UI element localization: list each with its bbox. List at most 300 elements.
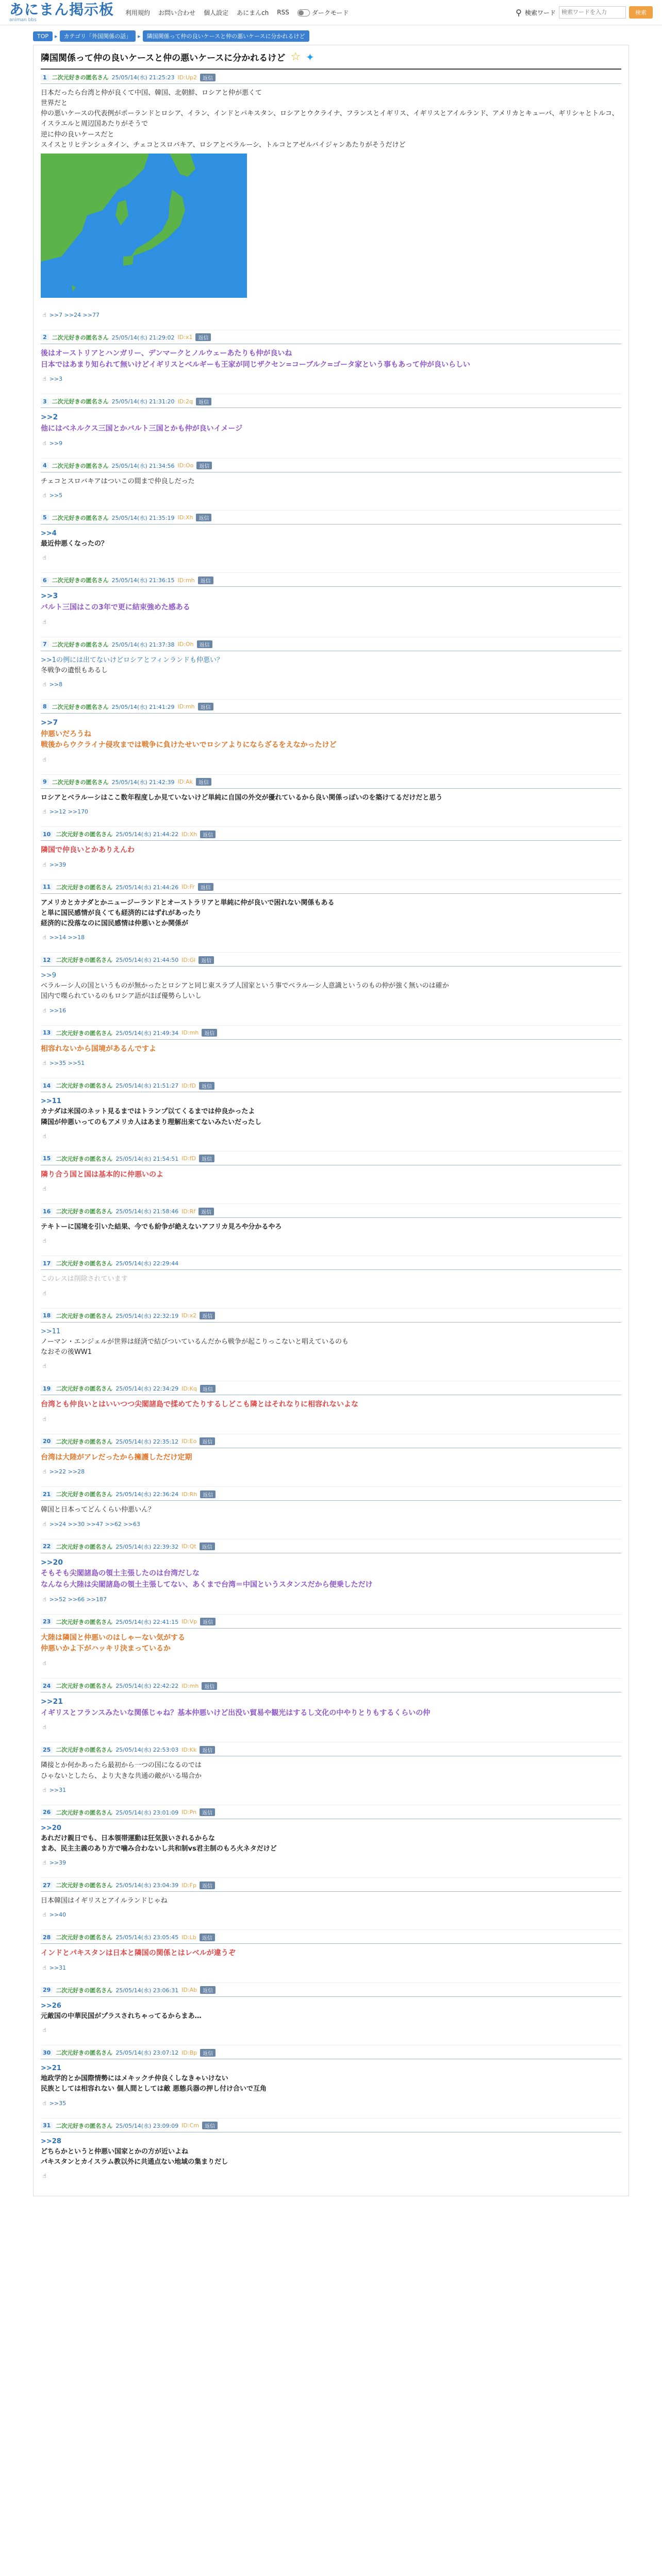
reply-button[interactable]: 返信 (196, 778, 211, 786)
nav-rss[interactable]: RSS (277, 9, 289, 16)
thread-post (41, 70, 621, 330)
reply-links[interactable]: >>7 >>24 >>77 (49, 311, 100, 318)
thread-post (41, 1877, 621, 1929)
reply-button[interactable]: 返信 (200, 1882, 215, 1889)
twitter-bird-icon[interactable]: ✦ (306, 50, 315, 63)
post-anchor-link[interactable]: >>21 (41, 1698, 63, 1706)
thumbs-up-icon[interactable]: ☝ (43, 1185, 46, 1193)
post-anchor-link[interactable]: >>28 (41, 2137, 61, 2145)
post-number[interactable]: 17 (41, 1260, 53, 1267)
post-body (41, 587, 621, 618)
post-text-line: イギリスとフランスみたいな関係じゃね？基本仲悪いけど出没い貿易や観光はするし文化の中やりとりもするくらいの仲 (41, 1708, 431, 1717)
poster-id[interactable]: ID:Pn (181, 1809, 197, 1816)
reply-button[interactable]: 返信 (198, 577, 213, 584)
thread-post (41, 1204, 621, 1256)
post-footer (41, 1521, 621, 1539)
reply-button[interactable]: 返信 (199, 1082, 214, 1090)
reply-links[interactable]: >>14 >>18 (49, 934, 85, 941)
reply-button[interactable]: 返信 (200, 74, 216, 81)
post-body (41, 1165, 621, 1186)
reply-button[interactable]: 返信 (196, 462, 212, 469)
post-text-line: 後はオーストリアとハンガリー、デンマークとノルウェーあたりも仲が良いね (41, 349, 292, 358)
dark-mode-toggle[interactable] (297, 8, 349, 17)
post-number[interactable]: 27 (41, 1882, 53, 1889)
thread-post (41, 458, 621, 510)
poster-name: 二次元好きの匿名さん (56, 1312, 113, 1319)
thumbs-up-icon[interactable]: ☝ (43, 681, 46, 688)
post-number[interactable]: 29 (41, 1987, 53, 1993)
poster-id[interactable]: ID:Rh (181, 1490, 197, 1498)
reply-button[interactable]: 返信 (200, 1618, 216, 1625)
post-header (41, 1381, 621, 1395)
reply-button[interactable]: 返信 (195, 333, 211, 341)
thumbs-up-icon[interactable]: ☝ (43, 756, 46, 763)
post-number[interactable]: 28 (41, 1934, 53, 1941)
poster-name: 二次元好きの匿名さん (52, 334, 109, 341)
thread-post (41, 1256, 621, 1308)
post-anchor-link[interactable]: >>26 (41, 2002, 61, 2010)
thumbs-up-icon[interactable]: ☝ (43, 1660, 46, 1667)
post-text-line: ひゃないとしたら、より大きな共通の敵がいる場合か (41, 1772, 202, 1780)
post-number[interactable]: 19 (41, 1385, 53, 1392)
breadcrumb-thread[interactable]: 隣国関係って仲の良いケースと仲の悪いケースに分かれるけど (143, 30, 309, 42)
post-header (41, 330, 621, 344)
post-body (41, 2132, 621, 2173)
favorite-star-icon[interactable]: ☆ (290, 50, 301, 63)
poster-id[interactable]: ID:fD (181, 1155, 196, 1162)
reply-links[interactable]: >>39 (49, 861, 67, 868)
post-number[interactable]: 25 (41, 1747, 53, 1753)
thumbs-up-icon[interactable]: ☝ (43, 1415, 46, 1422)
poster-name: 二次元好きの匿名さん (56, 1491, 113, 1498)
reply-button[interactable]: 返信 (198, 883, 213, 891)
reply-links[interactable]: >>39 (49, 1859, 67, 1867)
post-text-line: テキトーに国境を引いた結果、今でも紛争が絶えないアフリカ見ろや分かるやろ (41, 1223, 282, 1231)
poster-id[interactable]: ID:Fp (181, 1882, 196, 1889)
post-header (41, 573, 621, 587)
post-header (41, 2045, 621, 2059)
thread-post (41, 637, 621, 699)
post-header (41, 1679, 621, 1692)
reply-button[interactable]: 返信 (200, 831, 216, 838)
nav-terms[interactable]: 利用規約 (125, 9, 151, 16)
thumbs-up-icon[interactable]: ☝ (43, 1468, 46, 1476)
thread-title: 隣国関係って仲の良いケースと仲の悪いケースに分かれるけど (41, 53, 286, 63)
post-number[interactable]: 26 (41, 1809, 53, 1816)
post-date: 25/05/14(水) 22:29:44 (115, 1260, 179, 1267)
poster-id[interactable]: ID:fD (181, 1082, 196, 1089)
poster-name: 二次元好きの匿名さん (56, 1155, 113, 1162)
thread-post (41, 1434, 621, 1487)
poster-name: 二次元好きの匿名さん (56, 957, 113, 964)
reply-button[interactable]: 返信 (202, 1029, 217, 1037)
post-footer (41, 681, 621, 699)
post-text-line: 台湾とも仲良いとはいいつつ尖閣諸島で揉めてたりするしどこも隣とはそれなりに相容れないよな (41, 1400, 358, 1409)
post-footer (41, 2173, 621, 2191)
poster-id[interactable]: ID:x2 (181, 1312, 197, 1319)
poster-id[interactable]: ID:Lb (181, 1934, 196, 1941)
poster-name: 二次元好きの匿名さん (52, 398, 109, 405)
thread-post (41, 1982, 621, 2045)
thumbs-up-icon[interactable]: ☝ (43, 1290, 46, 1297)
thumbs-up-icon[interactable]: ☝ (43, 1238, 46, 1245)
post-body (41, 789, 621, 808)
thumbs-up-icon[interactable]: ☝ (43, 1520, 46, 1528)
post-body (41, 1501, 621, 1520)
reply-links[interactable]: >>35 >>51 (49, 1060, 85, 1067)
post-header (41, 459, 621, 472)
reply-links[interactable]: >>9 (49, 439, 63, 447)
reply-links[interactable]: >>52 >>66 >>187 (49, 1596, 107, 1603)
thumbs-up-icon[interactable]: ☝ (43, 2027, 46, 2034)
poster-name: 二次元好きの匿名さん (52, 778, 109, 786)
poster-id[interactable]: ID:Up2 (177, 74, 197, 81)
poster-id[interactable]: ID:x1 (177, 334, 193, 341)
reply-links[interactable]: >>3 (49, 376, 63, 383)
poster-name: 二次元好きの匿名さん (56, 1438, 113, 1445)
post-text-line: 元敵国の中華民国がプラスされちゃってるからまあ… (41, 2012, 202, 2021)
post-number[interactable]: 21 (41, 1491, 53, 1498)
post-body (41, 1997, 621, 2027)
post-text-line: まあ、民主主義のあり方で噛み合わないし共和制vs君主制のもろ火ネタだけど (41, 1844, 277, 1853)
post-header (41, 880, 621, 894)
thumbs-up-icon[interactable]: ☝ (43, 1363, 46, 1370)
reply-links[interactable]: >>16 (49, 1007, 67, 1014)
post-date: 25/05/14(水) 23:06:31 (115, 1987, 179, 1994)
post-body (41, 344, 621, 376)
toggle-icon[interactable] (297, 9, 310, 16)
post-number[interactable]: 14 (41, 1082, 53, 1089)
poster-id[interactable]: ID:Xh (181, 831, 197, 838)
reply-links[interactable]: >>35 (49, 2099, 67, 2107)
poster-name: 二次元好きの匿名さん (56, 1882, 113, 1889)
reply-button[interactable]: 返信 (202, 1682, 217, 1690)
post-number[interactable]: 22 (41, 1543, 53, 1550)
poster-id[interactable]: ID:Xh (177, 514, 193, 521)
reply-links[interactable]: >>31 (49, 1964, 67, 1971)
reply-button[interactable]: 返信 (202, 2122, 218, 2129)
thread-post (41, 1381, 621, 1434)
post-text-line: 最近仲悪くなったの？ (41, 540, 108, 548)
thumbs-up-icon[interactable]: ☝ (43, 376, 46, 383)
post-date: 25/05/14(水) 21:35:19 (111, 514, 175, 521)
thumbs-up-icon[interactable]: ☝ (43, 861, 46, 868)
post-date: 25/05/14(水) 21:44:50 (115, 957, 179, 964)
poster-id[interactable]: ID:Rf (181, 1208, 196, 1215)
post-number[interactable]: 10 (41, 831, 53, 838)
poster-id[interactable]: ID:Cm (181, 2122, 200, 2129)
post-number[interactable]: 3 (41, 398, 49, 405)
post-number[interactable]: 16 (41, 1208, 53, 1215)
post-anchor-link[interactable]: >>21 (41, 2064, 61, 2073)
reply-links[interactable]: >>5 (49, 492, 63, 499)
post-anchor-link[interactable]: >>1の例には出てないけどロシアとフィンランドも仲悪い？ (41, 656, 224, 664)
poster-id[interactable]: ID:Kq (181, 1385, 197, 1392)
thread-container (33, 45, 629, 2196)
thumbs-up-icon[interactable]: ☝ (43, 934, 46, 941)
post-date: 25/05/14(水) 22:53:03 (115, 1747, 179, 1754)
poster-name: 二次元好きの匿名さん (56, 2049, 113, 2057)
reply-links[interactable]: >>12 >>170 (49, 808, 89, 816)
post-body (41, 472, 621, 492)
reply-button[interactable]: 返信 (198, 703, 213, 710)
post-footer (41, 2100, 621, 2118)
thumbs-up-icon[interactable]: ☝ (43, 492, 46, 499)
post-body (41, 2059, 621, 2099)
post-date: 25/05/14(水) 22:36:24 (115, 1491, 179, 1498)
post-footer (41, 1416, 621, 1434)
post-header (41, 827, 621, 841)
post-date: 25/05/14(水) 21:31:20 (111, 398, 175, 405)
reply-links[interactable]: >>40 (49, 1911, 67, 1919)
thread-post (41, 952, 621, 1025)
post-number[interactable]: 15 (41, 1155, 53, 1162)
thumbs-up-icon[interactable]: ☝ (43, 1596, 46, 1603)
poster-id[interactable]: ID:Bp (181, 2049, 197, 2056)
post-text-line: と単に国民感情が良くても経済的にはずれがあったり (41, 909, 202, 917)
thumbs-up-icon[interactable]: ☝ (43, 1964, 46, 1971)
nav-settings[interactable]: 個人設定 (204, 9, 229, 16)
thumbs-up-icon[interactable]: ☝ (43, 1132, 46, 1140)
reply-button[interactable]: 返信 (198, 956, 214, 964)
post-number[interactable]: 7 (41, 641, 49, 648)
thumbs-up-icon[interactable]: ☝ (43, 618, 46, 625)
thumbs-up-icon[interactable]: ☝ (43, 554, 46, 562)
poster-id[interactable]: ID:mh (177, 703, 195, 710)
post-anchor-link[interactable]: >>9 (41, 972, 57, 980)
post-date: 25/05/14(水) 21:37:38 (111, 641, 175, 648)
poster-id[interactable]: ID:2q (177, 398, 193, 405)
nav-contact[interactable]: お問い合わせ (158, 9, 196, 16)
post-number[interactable]: 4 (41, 462, 49, 469)
reply-links[interactable]: >>31 (49, 1786, 67, 1793)
reply-links[interactable]: >>8 (49, 681, 63, 688)
reply-button[interactable]: 返信 (199, 1155, 214, 1162)
post-footer (41, 2027, 621, 2045)
reply-links[interactable]: >>24 >>30 >>47 >>62 >>63 (49, 1520, 140, 1528)
post-date: 25/05/14(水) 22:42:22 (115, 1683, 179, 1689)
post-footer (41, 1911, 621, 1929)
poster-name: 二次元好きの匿名さん (56, 1260, 113, 1267)
post-number[interactable]: 13 (41, 1029, 53, 1036)
search-input[interactable] (559, 6, 626, 19)
thumbs-up-icon[interactable]: ☝ (43, 439, 46, 447)
reply-links[interactable]: >>22 >>28 (49, 1468, 85, 1476)
reply-button[interactable]: 返信 (200, 2049, 216, 2057)
thread-post (41, 1151, 621, 1204)
post-footer (41, 619, 621, 637)
post-body (41, 84, 621, 312)
reply-button[interactable]: 返信 (200, 1312, 215, 1319)
poster-name: 二次元好きの匿名さん (56, 1208, 113, 1215)
thread-post (41, 1678, 621, 1742)
post-text-line: 逆に仲の良いケースだと (41, 130, 114, 139)
poster-name: 二次元好きの匿名さん (56, 884, 113, 891)
post-body (41, 1553, 621, 1596)
post-anchor-link[interactable]: >>11 (41, 1097, 61, 1106)
poster-name: 二次元好きの匿名さん (56, 1987, 113, 1994)
post-number[interactable]: 8 (41, 703, 49, 710)
post-number[interactable]: 18 (41, 1312, 53, 1319)
poster-name: 二次元好きの匿名さん (56, 1385, 113, 1393)
thumbs-up-icon[interactable]: ☝ (43, 311, 46, 318)
poster-id[interactable]: ID:Kk (181, 1746, 197, 1753)
reply-button[interactable]: 返信 (200, 1746, 215, 1754)
post-number[interactable]: 23 (41, 1618, 53, 1625)
post-header (41, 1309, 621, 1323)
breadcrumb-separator: ▸ (138, 32, 141, 40)
reply-button[interactable]: 返信 (196, 398, 211, 405)
post-anchor-link[interactable]: >>4 (41, 529, 57, 537)
post-number[interactable]: 12 (41, 957, 53, 963)
poster-name: 二次元好きの匿名さん (56, 1543, 113, 1550)
poster-name: 二次元好きの匿名さん (56, 1934, 113, 1941)
post-number[interactable]: 31 (41, 2122, 53, 2129)
reply-button[interactable]: 返信 (200, 1385, 216, 1393)
post-body (41, 1892, 621, 1911)
post-body (41, 1040, 621, 1060)
poster-name: 二次元好きの匿名さん (56, 1618, 113, 1625)
post-anchor-link[interactable]: >>11 (41, 1327, 61, 1335)
post-anchor-link[interactable]: >>7 (41, 718, 58, 727)
thread-title-row (41, 45, 621, 70)
poster-id[interactable]: ID:Gl (181, 956, 196, 963)
post-anchor-link[interactable]: >>20 (41, 1824, 61, 1832)
poster-name: 二次元好きの匿名さん (52, 703, 109, 710)
post-body (41, 714, 621, 756)
reply-button[interactable]: 返信 (200, 1543, 215, 1550)
thumbs-up-icon[interactable]: ☝ (43, 1786, 46, 1793)
reply-button[interactable]: 返信 (200, 1437, 215, 1445)
poster-id[interactable]: ID:Ab (181, 1987, 197, 1994)
search-button[interactable]: 検索 (629, 6, 653, 19)
post-header (41, 1742, 621, 1756)
poster-id[interactable]: ID:Vp (181, 1618, 197, 1625)
thumbs-up-icon[interactable]: ☝ (43, 1724, 46, 1731)
post-footer (41, 1363, 621, 1381)
post-date: 25/05/14(水) 21:54:51 (115, 1155, 179, 1162)
post-text-line: インドとパキスタンは日本と隣国の関係とはレベルが違うぞ (41, 1949, 236, 1958)
poster-name: 二次元好きの匿名さん (56, 2122, 113, 2129)
post-footer (41, 861, 621, 879)
post-text-line: 隣国が仲悪いってのもアメリカ人はあまり理解出来てないみたいだったし (41, 1118, 262, 1126)
breadcrumb-separator: ▸ (55, 32, 58, 40)
poster-id[interactable]: ID:mh (181, 1029, 199, 1037)
poster-id[interactable]: ID:Eo (181, 1438, 197, 1445)
post-anchor-link[interactable]: >>20 (41, 1558, 63, 1567)
thumbs-up-icon[interactable]: ☝ (43, 2173, 46, 2180)
post-header (41, 1805, 621, 1819)
post-text-line: ロシアとベラルーシはここ数年程度しか見ていないけど単純に自国の外交が優れているから良い関係っぽいのを築けてるだけだと思う (41, 793, 443, 802)
thread-post (41, 330, 621, 394)
post-footer (41, 1007, 621, 1025)
post-footer (41, 1724, 621, 1742)
thread-post (41, 879, 621, 952)
post-header (41, 2119, 621, 2132)
post-date: 25/05/14(水) 21:44:22 (115, 831, 179, 838)
post-footer (41, 1468, 621, 1486)
post-date: 25/05/14(水) 21:34:56 (111, 462, 175, 469)
reply-button[interactable]: 返信 (200, 1934, 215, 1941)
logo-text[interactable]: あにまん掲示板 (9, 1, 114, 18)
reply-button[interactable]: 返信 (197, 640, 212, 648)
thumbs-up-icon[interactable]: ☝ (43, 1060, 46, 1067)
post-header (41, 1539, 621, 1553)
poster-id[interactable]: ID:Fr (181, 884, 195, 891)
post-number[interactable]: 1 (41, 74, 49, 81)
reply-button[interactable]: 返信 (198, 1208, 214, 1215)
site-logo[interactable] (9, 3, 114, 23)
post-number[interactable]: 11 (41, 884, 53, 890)
post-body (41, 967, 621, 1007)
poster-id[interactable]: ID:Oh (177, 641, 194, 648)
thumbs-up-icon[interactable]: ☝ (43, 1859, 46, 1867)
post-header (41, 394, 621, 408)
post-number[interactable]: 5 (41, 514, 49, 521)
post-header (41, 1930, 621, 1944)
reply-button[interactable]: 返信 (200, 1986, 216, 1994)
post-number[interactable]: 30 (41, 2049, 53, 2056)
post-body (41, 651, 621, 681)
post-body (41, 1270, 621, 1290)
poster-id[interactable]: ID:mh (181, 1682, 199, 1689)
japan-map-image (41, 154, 247, 298)
search-icon: ⚲ (516, 7, 522, 18)
post-header (41, 953, 621, 967)
post-date: 25/05/14(水) 21:44:26 (115, 884, 179, 891)
post-number[interactable]: 20 (41, 1438, 53, 1445)
post-body (41, 894, 621, 934)
reply-button[interactable]: 返信 (200, 1490, 216, 1498)
post-date: 25/05/14(水) 22:34:29 (115, 1385, 179, 1393)
poster-id[interactable]: ID:Qt (181, 1543, 196, 1550)
post-anchor-link[interactable]: >>3 (41, 592, 58, 601)
poster-id[interactable]: ID:mh (177, 577, 195, 584)
reply-button[interactable]: 返信 (200, 1808, 215, 1816)
thumbs-up-icon[interactable]: ☝ (43, 1007, 46, 1014)
post-body (41, 1756, 621, 1786)
post-text-line: 他にはベネルクス三国とかバルト三国とかも仲が良いイメージ (41, 425, 243, 433)
post-number[interactable]: 24 (41, 1683, 53, 1689)
post-header (41, 1078, 621, 1092)
breadcrumb-top[interactable]: TOP (33, 31, 53, 41)
post-number[interactable]: 9 (41, 778, 49, 785)
reply-button[interactable]: 返信 (196, 514, 211, 521)
post-date: 25/05/14(水) 21:49:34 (115, 1029, 179, 1037)
post-date: 25/05/14(水) 22:39:32 (115, 1543, 179, 1550)
post-header (41, 1983, 621, 1997)
post-header (41, 1615, 621, 1629)
post-text-line: そもそも尖閣諸島の領土主張したのは台湾だしな (41, 1569, 200, 1578)
post-anchor-link[interactable]: >>2 (41, 413, 58, 422)
post-header (41, 1026, 621, 1040)
post-text-line: なんなら大陸は尖閣諸島の領土主張してない、あくまで台湾＝中国というスタンスだから便乗しただけ (41, 1580, 373, 1589)
breadcrumb-category[interactable]: カテゴリ「外国関係の話」 (60, 30, 136, 42)
poster-name: 二次元好きの匿名さん (52, 641, 109, 648)
thumbs-up-icon[interactable]: ☝ (43, 808, 46, 816)
poster-id[interactable]: ID:Ak (177, 778, 193, 786)
post-header (41, 775, 621, 789)
thumbs-up-icon[interactable]: ☝ (43, 2099, 46, 2107)
poster-id[interactable]: ID:Oo (177, 462, 194, 469)
thumbs-up-icon[interactable]: ☝ (43, 1911, 46, 1919)
post-number[interactable]: 2 (41, 334, 49, 341)
nav-animanch[interactable]: あにまんch (237, 9, 269, 16)
post-date: 25/05/14(水) 23:07:12 (115, 2049, 179, 2057)
thread-post (41, 699, 621, 774)
post-number[interactable]: 6 (41, 577, 49, 584)
poster-name: 二次元好きの匿名さん (56, 1747, 113, 1754)
